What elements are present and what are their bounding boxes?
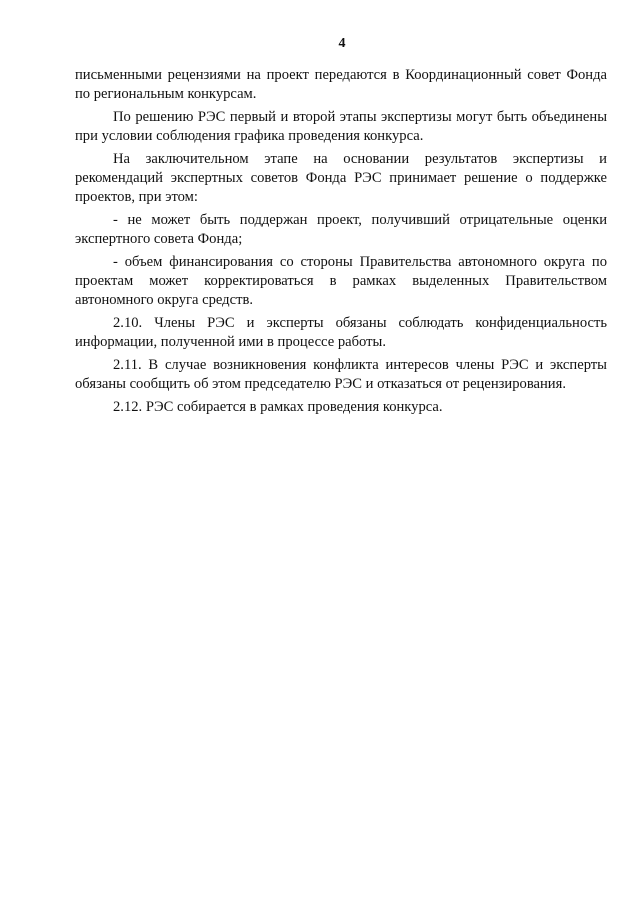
page-number: 4	[338, 36, 346, 51]
paragraph-final-stage: На заключительном этапе на основании результатов экспертизы и рекомендаций экспертных советов Фонда РЭС принимает решение о поддержке проектов, при этом:	[75, 150, 607, 206]
clause-2-12: 2.12. РЭС собирается в рамках проведения конкурса.	[113, 398, 443, 415]
paragraph-merge-stages: По решению РЭС первый и второй этапы экспертизы могут быть объединены при условии соблюдения графика проведения конкурса.	[75, 108, 607, 145]
clause-2-10: 2.10. Члены РЭС и эксперты обязаны соблюдать конфиденциальность информации, полученной ими в процессе работы.	[75, 314, 607, 351]
list-item-negative-evaluation: - не может быть поддержан проект, получивший отрицательные оценки экспертного совета Фонда;	[75, 211, 607, 248]
paragraph-continuation: письменными рецензиями на проект передаются в Координационный совет Фонда по региональным конкурсам.	[75, 67, 607, 103]
document-body	[75, 66, 607, 420]
clause-2-11: 2.11. В случае возникновения конфликта интересов члены РЭС и эксперты обязаны сообщить об этом председателю РЭС и отказаться от рецензирования.	[75, 356, 607, 393]
list-item-funding: - объем финансирования со стороны Правительства автономного округа по проектам может корректироваться в рамках выделенных Правительством автономного округа средств.	[75, 253, 607, 309]
